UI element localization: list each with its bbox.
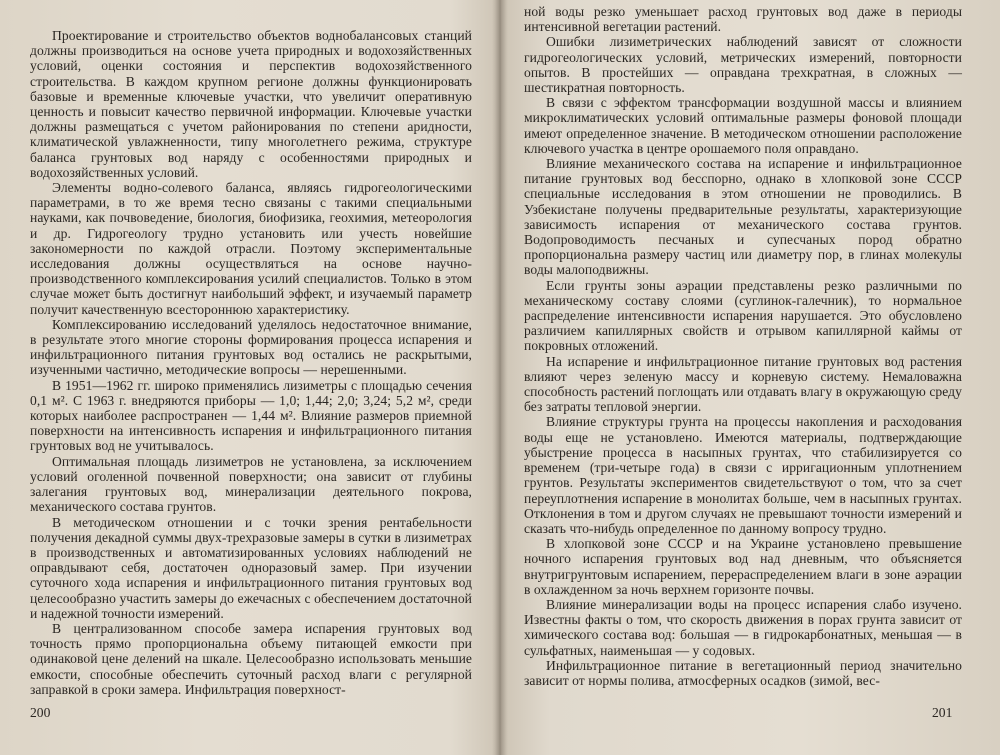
paragraph-continuation: ной воды резко уменьшает расход грунтовых вод даже в периоды интенсивной вегетации растений. — [524, 4, 962, 35]
paragraph: Влияние минерализации воды на процесс испарения слабо изучено. Известны факты о том, что скорость движения в порах грунта зависит от химического состава вод: большая — в гидрокарбонатных, меньшая — в сульфатных, наименьшая — у содовых. — [524, 596, 962, 658]
paragraph: В 1951—1962 гг. широко применялись лизиметры с площадью сечения 0,1 м². С 1963 г. внедряются приборы — 1,0; 1,44; 2,0; 3,24; 5,2 м², среди которых наиболее распространен — 1,44 м². Влияние размеров приемной поверхности на интенсивность испарения и инфильтрационного питания грунтовых вод не учитывалось. — [30, 377, 472, 454]
paragraph: Оптимальная площадь лизиметров не установлена, за исключением условий оголенной почвенной поверхности; она зависит от глубины залегания грунтовых вод, минерализации деятельного покрова, механического состава грунтов. — [30, 453, 472, 515]
paragraph: Влияние структуры грунта на процессы накопления и расходования воды еще не установлено. Имеются материалы, подтверждающие убыстрение процесса в насыпных грунтах, что стабилизируется со временем (три-четыре года) в связи с ирригационным уплотнением грунтов. Результаты экспериментов свидетельствуют о том, что за счет переуплотнения испарение в монолитах больше, чем в насыпных грунтах. Отклонения в том и другом случаях не превышают точности измерений и сказать что-нибудь определенное по данному вопросу трудно. — [524, 414, 962, 536]
paragraph: На испарение и инфильтрационное питание грунтовых вод растения влияют через зеленую массу и корневую систему. Немаловажна способность растений поглощать или отдавать влагу в окружающую среду без затраты тепловой энергии. — [524, 353, 962, 415]
paragraph: В связи с эффектом трансформации воздушной массы и влиянием микроклиматических условий оптимальные размеры фоновой площади имеют определенное значение. В методическом отношении расположение ключевого участка в центре орошаемого поля оправдано. — [524, 95, 962, 156]
right-page-body — [524, 4, 962, 688]
paragraph: В методическом отношении и с точки зрения рентабельности получения декадной суммы двух-трехразовые замеры в сутки в лизиметрах в производственных и автоматизированных условиях наблюдений не оправдывают себя, достаточен одноразовый замер. При изучении суточного хода испарения и инфильтрационного питания грунтовых вод целесообразно участить замеры до ежечасных с обеспечением достаточной и надежной точности измерений. — [30, 514, 472, 621]
paragraph: Элементы водно-солевого баланса, являясь гидрогеологическими параметрами, в то же время тесно связаны с такими специальными науками, как почвоведение, биология, биофизика, геохимия, метеорология и др. Гидрогеологу трудно установить или учесть новейшие закономерности по каждой отрасли. Поэтому экспериментальные исследования должны осуществляться на основе научно-производственного комплексирования усилий специалистов. Только в этом случае может быть достигнут наибольший эффект, и изучаемый параметр получит качественную всестороннюю характеристику. — [30, 180, 472, 317]
paragraph: В централизованном способе замера испарения грунтовых вод точность прямо пропорциональна объему питающей емкости при одинаковой цене делений на шкале. Целесообразно использовать меньшие емкости, способные обеспечить суточный расход влаги с регулярной заправкой в сроки замера. Инфильтрация поверхност- — [30, 620, 472, 697]
paragraph: Если грунты зоны аэрации представлены резко различными по механическому составу слоями (суглинок-галечник), то нормальное распределение интенсивности испарения нарушается. Это обусловлено различием капиллярных свойств и отрывом капиллярной каймы от покровных отложений. — [524, 277, 962, 354]
paragraph: Комплексированию исследований уделялось недостаточное внимание, в результате этого многие стороны формирования процесса испарения и инфильтрационного питания грунтовых вод остались не раскрытыми, изученными частично, методические вопросы — нерешенными. — [30, 316, 472, 378]
page-number: 200 — [30, 705, 51, 720]
right-page — [502, 0, 1000, 755]
left-page-body — [30, 28, 472, 697]
paragraph: Ошибки лизиметрических наблюдений зависят от сложности гидрогеологических условий, метрических измерений, повторности опытов. В простейших — оправдана трехкратная, в сложных — шестикратная повторность. — [524, 34, 962, 96]
page-number: 201 — [932, 705, 953, 720]
paragraph: Проектирование и строительство объектов воднобалансовых станций должны производиться на основе учета природных и водохозяйственных условий, оценки состояния и перспектив водохозяйственного строительства. В каждом крупном регионе должны функционировать базовые и временные ключевые участки, что увеличит оперативную ценность и повысит качество первичной информации. Ключевые участки должны размещаться с учетом районирования по степени аридности, климатической увлажненности, типу многолетнего режима, структуре баланса грунтовых вод наряду с особенностями природных и водохозяйственных условий. — [30, 28, 472, 180]
paragraph: Влияние механического состава на испарение и инфильтрационное питание грунтовых вод бесспорно, однако в хлопковой зоне СССР специальные исследования в этом отношении не проводились. В Узбекистане получены предварительные результаты, характеризующие зависимость испарения от механического состава грунтов. Водопроводимость песчаных и супесчаных пород обратно пропорциональна размеру частиц или диаметру пор, в глинах молекулы воды малоподвижны. — [524, 156, 962, 278]
left-page — [0, 0, 498, 755]
paragraph: В хлопковой зоне СССР и на Украине установлено превышение ночного испарения грунтовых вод над дневным, что объясняется внутригрунтовым испарением, перераспределением влаги в зоне аэрации в охлажденном за ночь верхнем горизонте почвы. — [524, 536, 962, 597]
paragraph: Инфильтрационное питание в вегетационный период значительно зависит от нормы полива, атмосферных осадков (зимой, вес- — [524, 657, 962, 688]
